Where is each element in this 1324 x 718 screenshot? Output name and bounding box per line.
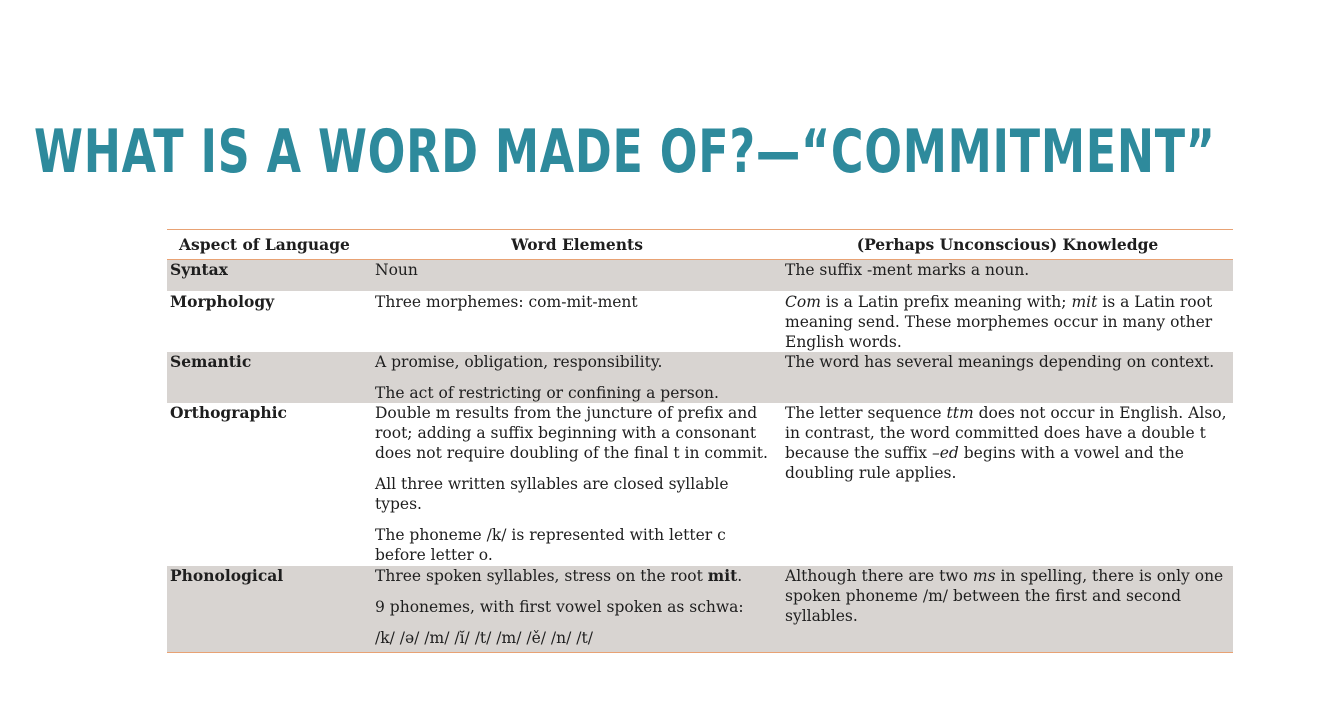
aspect-cell: Morphology: [170, 292, 275, 311]
table-header-row: [167, 230, 1233, 260]
elements-cell: [372, 566, 782, 653]
table-row-phonological: [167, 566, 1233, 653]
elements-cell: Noun: [372, 260, 782, 292]
knowledge-cell: [782, 403, 1233, 566]
header-aspect: Aspect of Language: [167, 230, 372, 260]
elements-text: mit: [707, 566, 738, 585]
word-analysis-table: [167, 229, 1233, 653]
knowledge-text: ttm: [946, 404, 974, 422]
elements-paragraph: 9 phonemes, with first vowel spoken as schwa:: [375, 598, 744, 616]
knowledge-text: begins with a vowel and the doubling rule applies.: [785, 444, 1184, 482]
table-row-semantic: [167, 352, 1233, 403]
phoneme-list: /k/ /ə/ /m/ /ĭ/ /t/ /m/ /ě/ /n/ /t/: [375, 629, 593, 647]
elements-text: .: [737, 567, 743, 585]
elements-text: Three spoken syllables, stress on the root: [375, 567, 708, 585]
aspect-cell: Semantic: [167, 352, 372, 403]
knowledge-text: is a Latin root meaning send. These morphemes occur in many other English words.: [785, 293, 1213, 351]
knowledge-text: The letter sequence: [785, 404, 947, 422]
knowledge-text: Although there are two: [785, 567, 973, 585]
elements-paragraph: [375, 566, 780, 586]
header-word-elements: Word Elements: [372, 230, 782, 260]
knowledge-text: mit: [1071, 293, 1098, 311]
elements-paragraph: The phoneme /k/ is represented with letter c before letter o.: [375, 526, 726, 564]
elements-paragraph: The act of restricting or confining a person.: [375, 384, 719, 402]
aspect-cell: Syntax: [167, 260, 372, 292]
knowledge-cell: The word has several meanings depending on context.: [782, 352, 1233, 403]
knowledge-text: in spelling, there is only one spoken phoneme /m/ between the first and second syllables.: [785, 567, 1224, 625]
table-row-morphology: [167, 291, 1233, 352]
elements-cell: [372, 403, 782, 566]
elements-cell: [372, 352, 782, 403]
elements-paragraph: A promise, obligation, responsibility.: [375, 353, 663, 371]
elements-paragraph: All three written syllables are closed syllable types.: [375, 475, 729, 513]
elements-cell: Three morphemes: com-mit-ment: [375, 293, 638, 311]
table-row-orthographic: [167, 403, 1233, 566]
aspect-cell: Phonological: [167, 566, 372, 653]
knowledge-text: is a Latin prefix meaning with;: [820, 293, 1072, 311]
knowledge-text: ms: [972, 567, 996, 585]
elements-paragraph: Double m results from the juncture of prefix and root; adding a suffix beginning with a consonant does not require doubling of the final t in commit.: [375, 404, 768, 462]
table-row-syntax: [167, 260, 1233, 292]
aspect-cell: Orthographic: [170, 403, 287, 422]
header-knowledge: (Perhaps Unconscious) Knowledge: [782, 230, 1233, 260]
knowledge-text: Com: [785, 293, 821, 311]
knowledge-text: –ed: [931, 444, 959, 462]
commitment-table: [167, 229, 1233, 653]
knowledge-text: does not occur in English. Also, in contrast, the word committed does have a double t because the suffix: [785, 404, 1227, 462]
slide-title: WHAT IS A WORD MADE OF?—“COMMITMENT”: [34, 117, 1216, 187]
knowledge-cell: [782, 291, 1233, 352]
knowledge-cell: [782, 566, 1233, 653]
knowledge-cell: The suffix -ment marks a noun.: [782, 260, 1233, 292]
